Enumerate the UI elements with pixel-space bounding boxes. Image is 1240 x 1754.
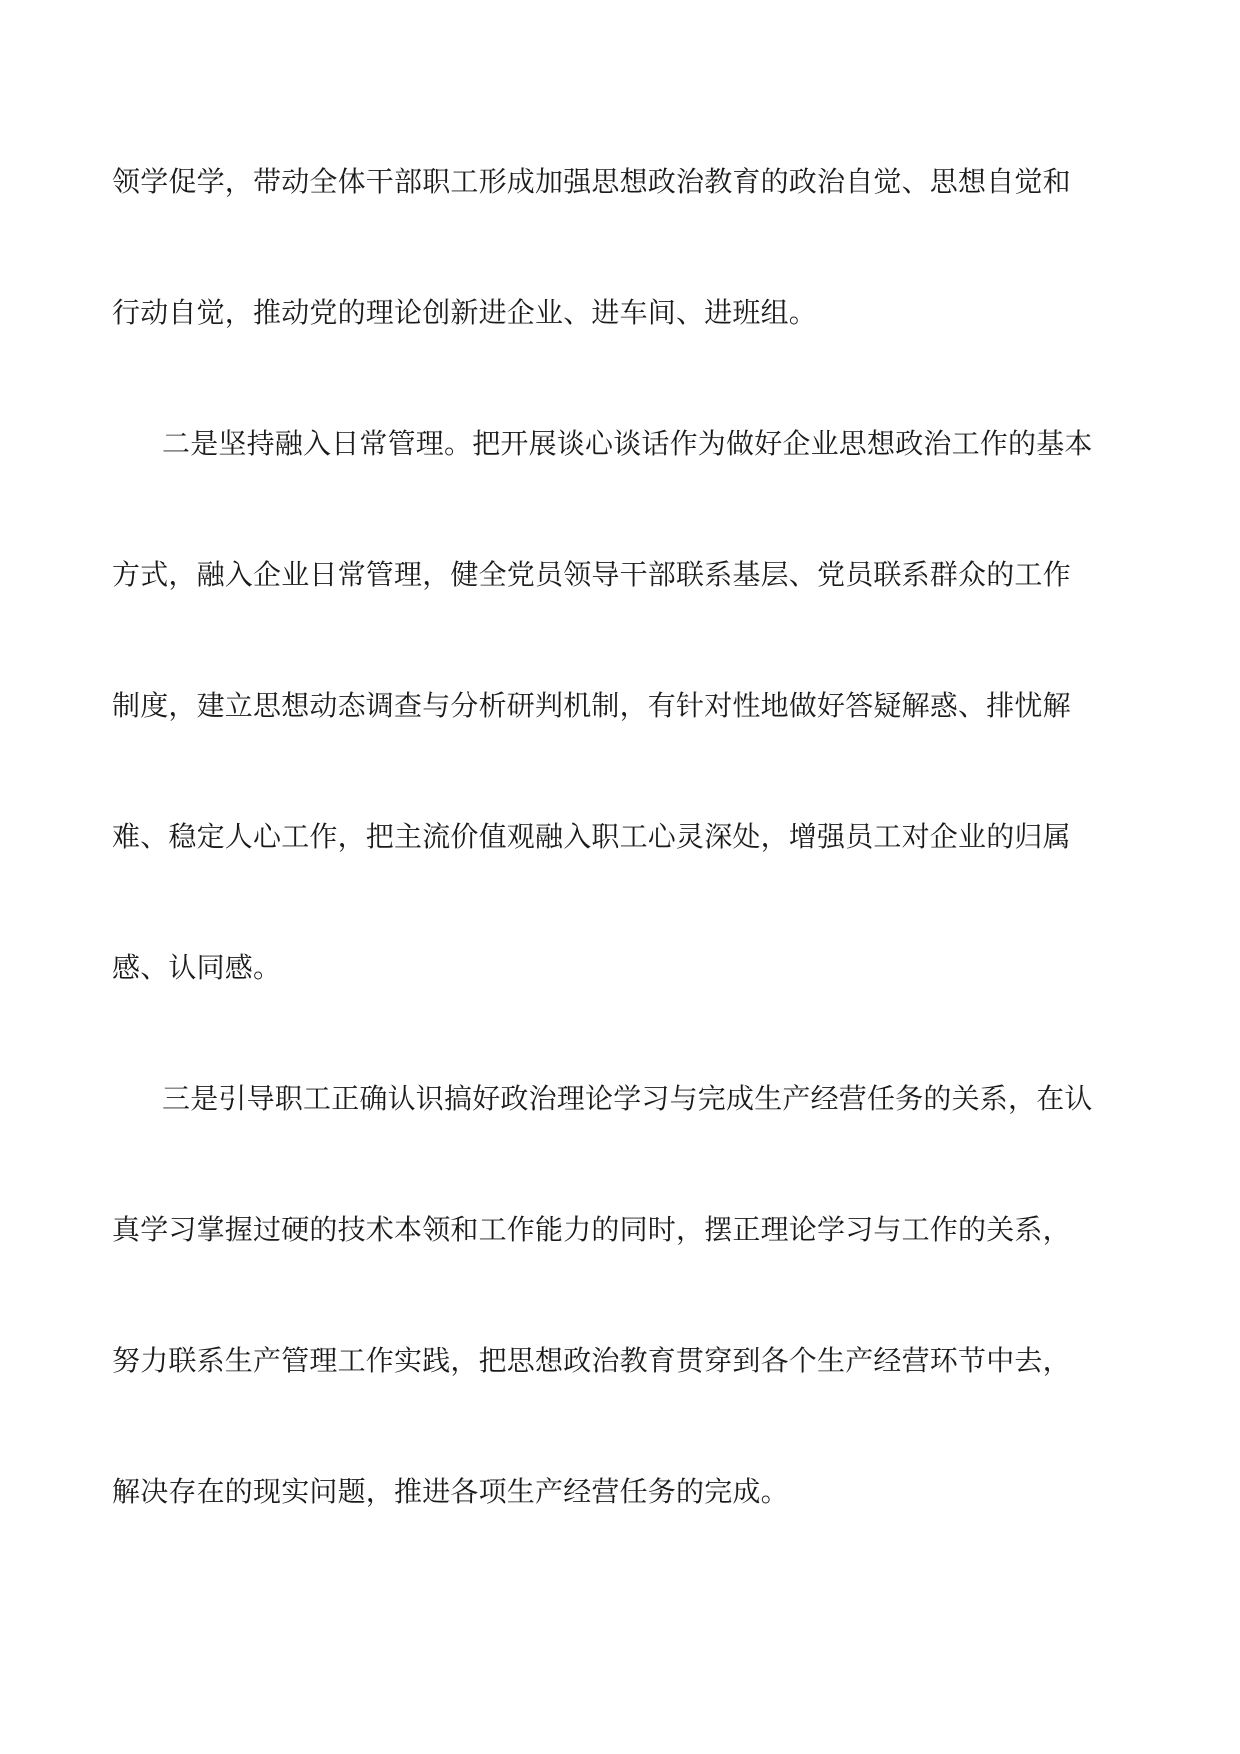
paragraph-3 (112, 1082, 1128, 1606)
text-line: 行动自觉，推动党的理论创新进企业、进车间、进班组。 (112, 296, 818, 329)
text-line: 感、认同感。 (112, 951, 282, 984)
paragraph-1-continued (112, 165, 1128, 427)
text-line: 真学习掌握过硬的技术本领和工作能力的同时，摆正理论学习与工作的关系， (112, 1213, 1071, 1246)
text-line: 方式，融入企业日常管理，健全党员领导干部联系基层、党员联系群众的工作 (112, 558, 1071, 591)
document-body (112, 165, 1128, 1606)
text-line: 解决存在的现实问题，推进各项生产经营任务的完成。 (112, 1475, 789, 1508)
text-line: 努力联系生产管理工作实践，把思想政治教育贯穿到各个生产经营环节中去， (112, 1344, 1071, 1377)
text-line: 难、稳定人心工作，把主流价值观融入职工心灵深处，增强员工对企业的归属 (112, 820, 1071, 853)
text-line-indented: 三是引导职工正确认识搞好政治理论学习与完成生产经营任务的关系，在认 (162, 1082, 1093, 1115)
text-line: 制度，建立思想动态调查与分析研判机制，有针对性地做好答疑解惑、排忧解 (112, 689, 1071, 722)
text-line: 领学促学，带动全体干部职工形成加强思想政治教育的政治自觉、思想自觉和 (112, 165, 1071, 198)
text-line-indented: 二是坚持融入日常管理。把开展谈心谈话作为做好企业思想政治工作的基本 (162, 427, 1093, 460)
paragraph-2 (112, 427, 1128, 1082)
